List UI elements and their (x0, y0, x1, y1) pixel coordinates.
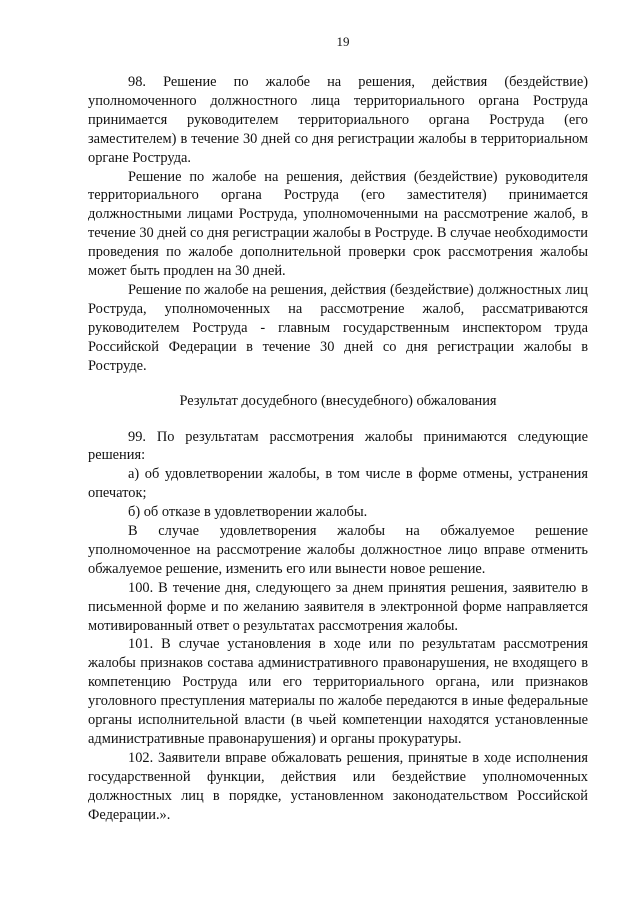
paragraph-head-decision: Решение по жалобе на решения, действия (бездействие) руководителя территориального органа Роструда (его заместителя) принимается должностными лицами Роструда, уполномоченными на рассмотрение жалоб, в течение 30 дней со дня регистрации жалобы в Роструде. В случае необходимости проведения по жалобе дополнительной проверки срок рассмотрения жалобы может быть продлен на 30 дней. (88, 168, 588, 280)
paragraph-99-b: б) об отказе в удовлетворении жалобы. (128, 504, 368, 521)
paragraph-98: 98. Решение по жалобе на решения, действия (бездействие) уполномоченного должностного лица территориального органа Роструда принимается руководителем территориального органа Роструда (его заместителем) в течение 30 дней со дня регистрации жалобы в территориальном органе Роструда. (88, 74, 588, 166)
section-heading: Результат досудебного (внесудебного) обжалования (179, 392, 497, 409)
paragraph-99-a: а) об удовлетворении жалобы, в том числе в форме отмены, устранения опечаток; (88, 466, 588, 502)
paragraph-102: 102. Заявители вправе обжаловать решения, принятые в ходе исполнения государственной функции, действия или бездействие уполномоченных должностных лиц в порядке, установленном законодательством Российской Федерации.». (88, 749, 588, 823)
paragraph-rostrud-decision: Решение по жалобе на решения, действия (бездействие) должностных лиц Роструда, уполномоченных на рассмотрение жалоб, рассматриваются руководителем Роструда - главным государственным инспектором труда Российской Федерации в течение 30 дней со дня регистрации жалобы в Роструде. (88, 281, 588, 374)
page-number: 19 (336, 34, 350, 49)
paragraph-101: 101. В случае установления в ходе или по результатам рассмотрения жалобы признаков состава административного правонарушения, не входящего в компетенцию Роструда или его территориального органа, или признаков уголовного преступления материалы по жалобе передаются в иные федеральные органы исполнительной власти (в чьей компетенции находятся установленные административные правонарушения) и органы прокуратуры. (88, 636, 588, 747)
paragraph-99: 99. По результатам рассмотрения жалобы принимаются следующие решения: (88, 428, 588, 464)
paragraph-satisfaction: В случае удовлетворения жалобы на обжалуемое решение уполномоченное на рассмотрение жалобы должностное лицо вправе отменить обжалуемое решение, изменить его или вынести новое решение. (88, 523, 588, 577)
paragraph-100: 100. В течение дня, следующего за днем принятия решения, заявителю в письменной форме и по желанию заявителя в электронной форме направляется мотивированный ответ о результатах рассмотрения жалобы. (88, 579, 588, 634)
